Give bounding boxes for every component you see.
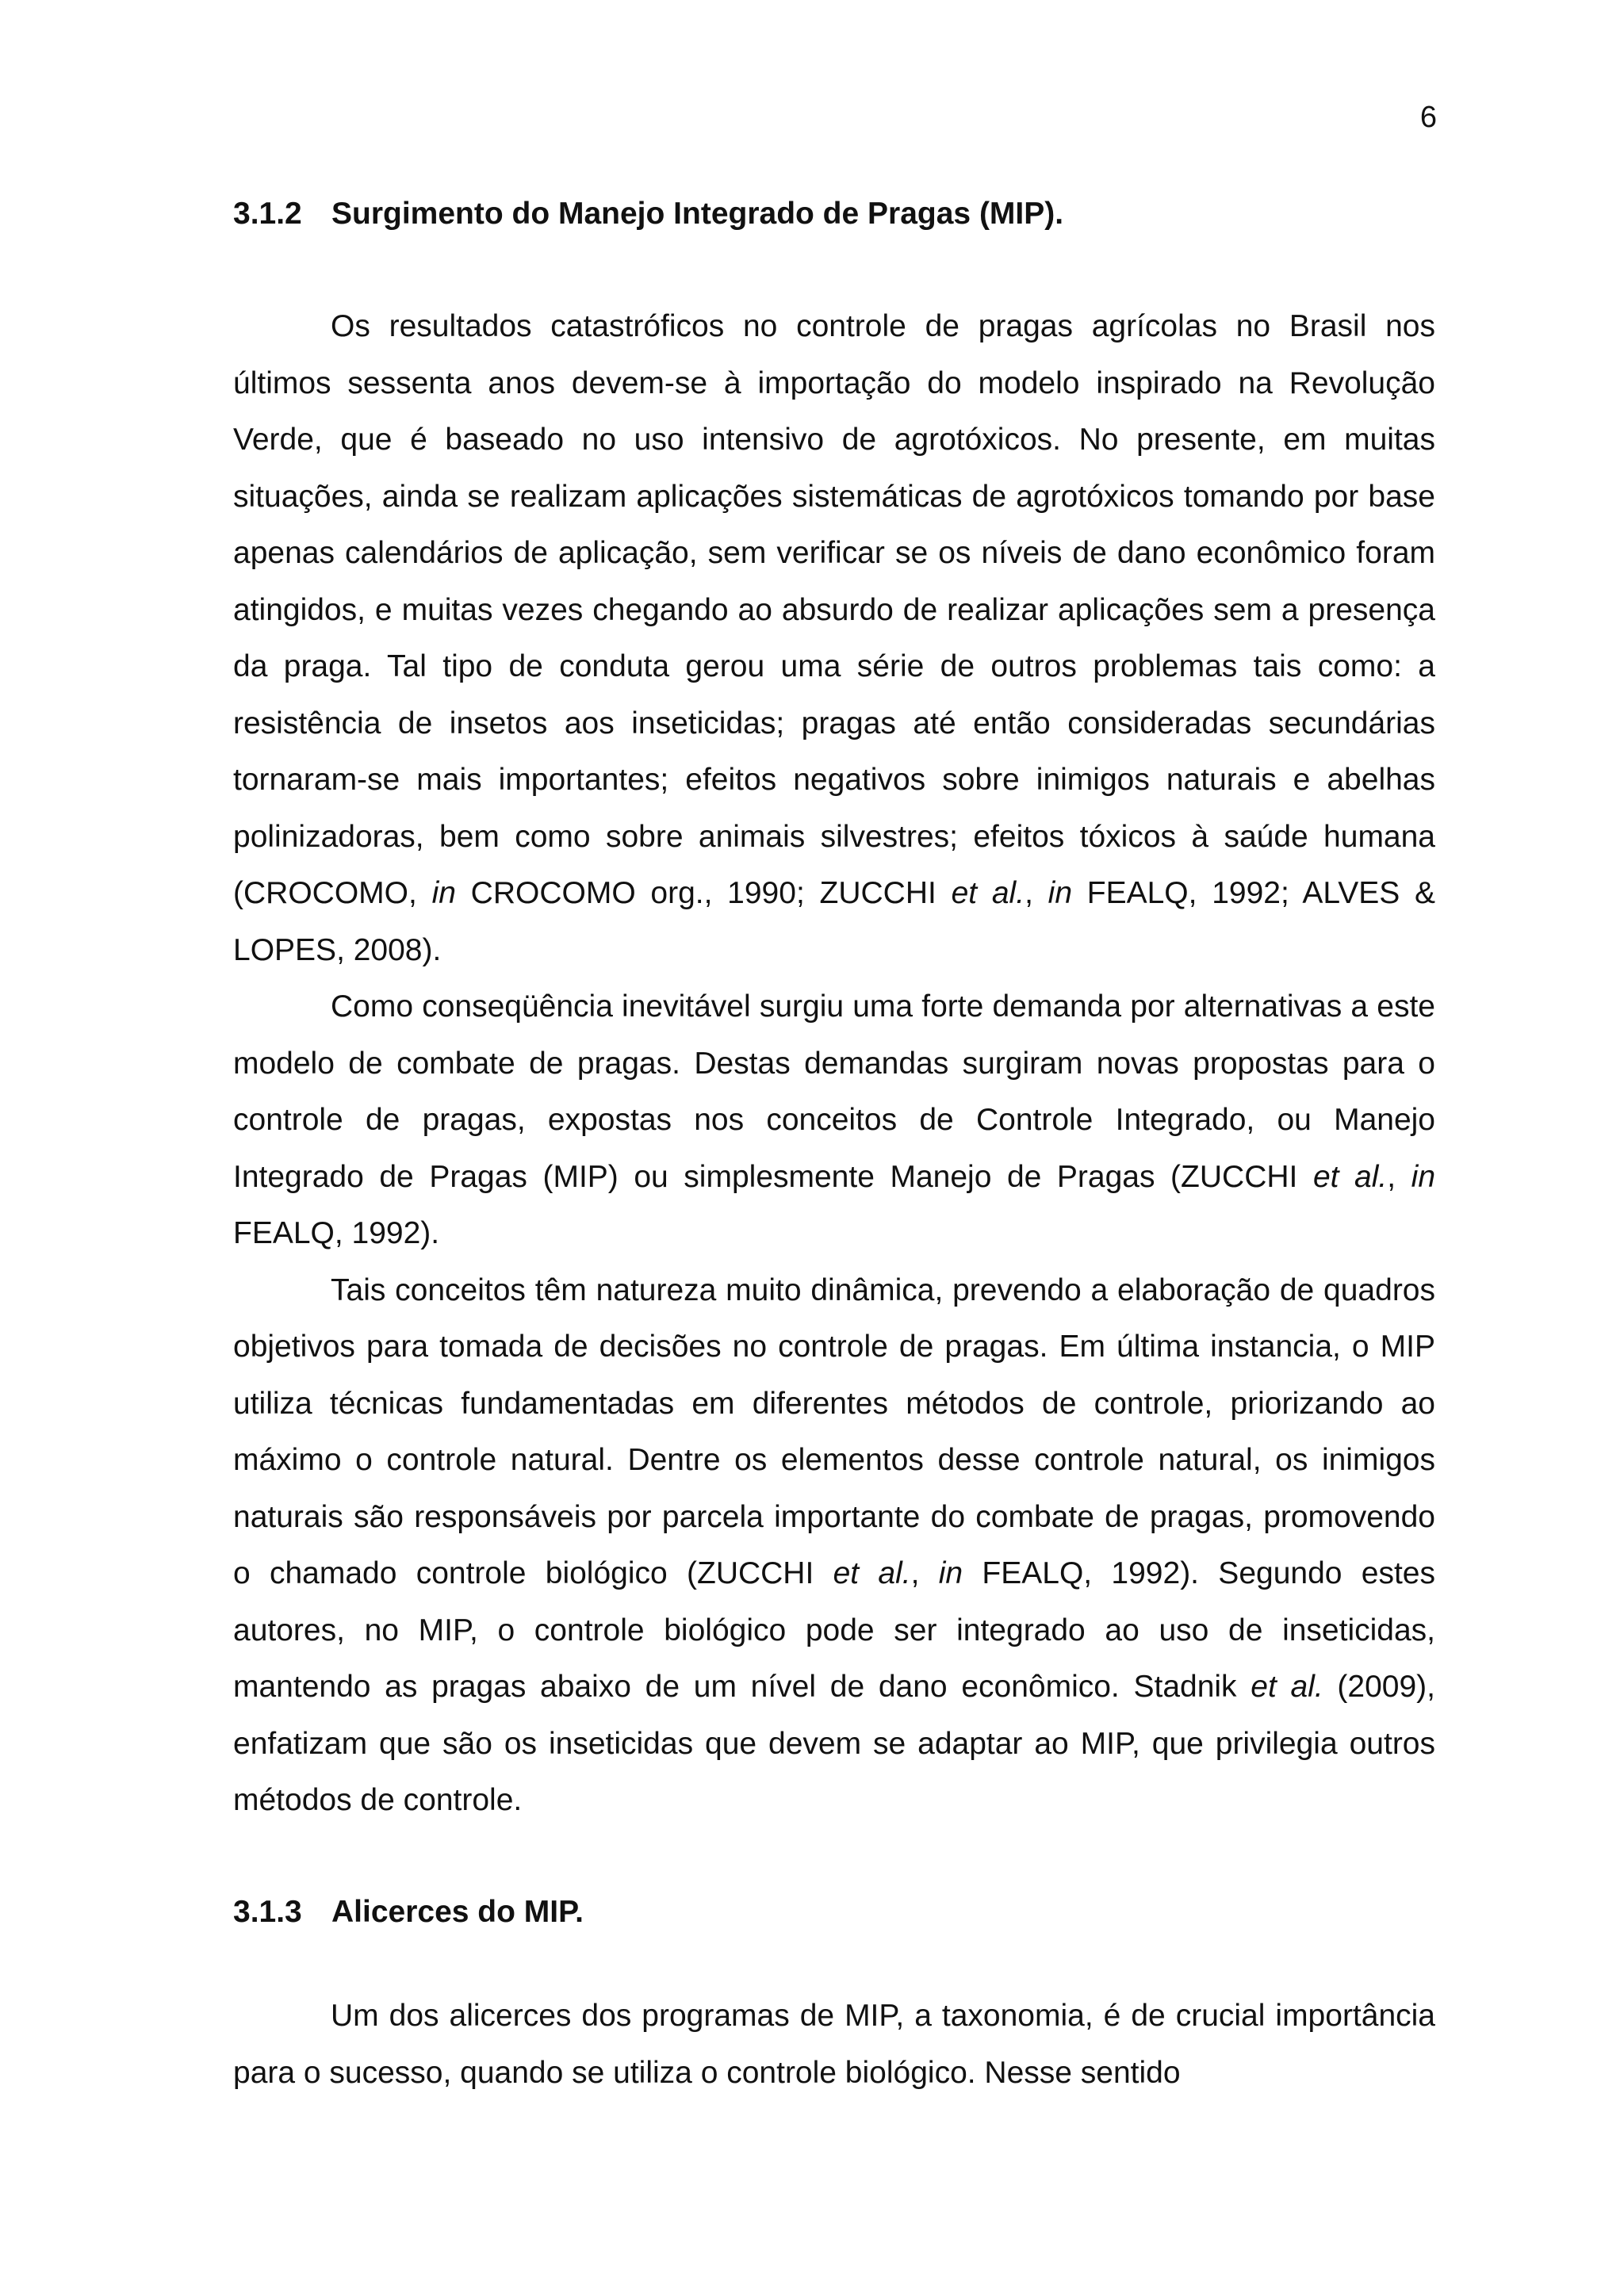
paragraph-4 (233, 1988, 1435, 2101)
paragraph-2-text-a: Como conseqüência inevitável surgiu uma forte demanda por alternativas a este modelo de combate de pragas. Destas demandas surgiram novas propostas para o controle de pragas, expostas nos conceitos de Controle Integrado, ou Manejo Integrado de Pragas (MIP) ou simplesmente Manejo de Pragas (ZUCCHI (233, 989, 1435, 1194)
section-heading-3-1-2 (233, 195, 1063, 233)
section-title: Alicerces do MIP. (331, 1895, 584, 1929)
paragraph-1-text-b: CROCOMO org., 1990; ZUCCHI (455, 876, 952, 910)
paragraph-3-etal-1: et al. (833, 1556, 911, 1590)
paragraph-2-text-b: , (1387, 1159, 1411, 1194)
paragraph-2-text-c: FEALQ, 1992). (233, 1216, 440, 1250)
paragraph-3-in-1: in (938, 1556, 963, 1590)
paragraph-1-in-2: in (1048, 876, 1073, 910)
paragraph-3-text-c: FEALQ, 1992). Segundo estes autores, no MIP, o controle biológico pode ser integrado ao uso de inseticidas, mantendo as pragas abaixo de um nível de dano econômico. Stadnik (233, 1556, 1435, 1704)
paragraph-3-text-a: Tais conceitos têm natureza muito dinâmica, prevendo a elaboração de quadros objetivos para tomada de decisões no controle de pragas. Em última instancia, o MIP utiliza técnicas fundamentadas em diferentes métodos de controle, priorizando ao máximo o controle natural. Dentre os elementos desse controle natural, os inimigos naturais são responsáveis por parcela importante do combate de pragas, promovendo o chamado controle biológico (ZUCCHI (233, 1272, 1435, 1590)
section-number: 3.1.2 (233, 197, 302, 231)
paragraph-2-in-1: in (1411, 1159, 1436, 1194)
paragraph-1-text-a: Os resultados catastróficos no controle de pragas agrícolas no Brasil nos últimos sessenta anos devem-se à importação do modelo inspirado na Revolução Verde, que é baseado no uso intensivo de agrotóxicos. No presente, em muitas situações, ainda se realizam aplicações sistemáticas de agrotóxicos tomando por base apenas calendários de aplicação, sem verificar se os níveis de dano econômico foram atingidos, e muitas vezes chegando ao absurdo de realizar aplicações sem a presença da praga. Tal tipo de conduta gerou uma série de outros problemas tais como: a resistência de insetos aos inseticidas; pragas até então consideradas secundárias tornaram-se mais importantes; efeitos negativos sobre inimigos naturais e abelhas polinizadoras, bem como sobre animais silvestres; efeitos tóxicos à saúde humana (CROCOMO, (233, 309, 1435, 910)
section-body-3-1-2 (233, 298, 1435, 1829)
paragraph-3-text-b: , (910, 1556, 939, 1590)
paragraph-2 (233, 978, 1435, 1262)
paragraph-4-text-a: Um dos alicerces dos programas de MIP, a taxonomia, é de crucial importância para o sucesso, quando se utiliza o controle biológico. Nesse sentido (233, 1999, 1435, 2090)
paragraph-1-in-1: in (431, 876, 456, 910)
paragraph-1-text-c: , (1025, 876, 1048, 910)
section-title: Surgimento do Manejo Integrado de Pragas (MIP). (331, 197, 1064, 231)
paragraph-3-etal-2: et al. (1251, 1670, 1323, 1704)
section-heading-3-1-3 (233, 1893, 584, 1931)
section-body-3-1-3 (233, 1988, 1435, 2101)
paragraph-1 (233, 298, 1435, 978)
section-number: 3.1.3 (233, 1895, 302, 1929)
paragraph-1-text-d: FEALQ, 1992; ALVES & LOPES, 2008). (233, 876, 1436, 967)
page-number: 6 (1419, 101, 1437, 134)
paragraph-3-text-d: (2009), enfatizam que são os inseticidas que devem se adaptar ao MIP, que privilegia outros métodos de controle. (233, 1670, 1435, 1817)
paragraph-3 (233, 1262, 1435, 1829)
paragraph-2-etal-1: et al. (1312, 1159, 1388, 1194)
paragraph-1-etal-1: et al. (951, 876, 1025, 910)
